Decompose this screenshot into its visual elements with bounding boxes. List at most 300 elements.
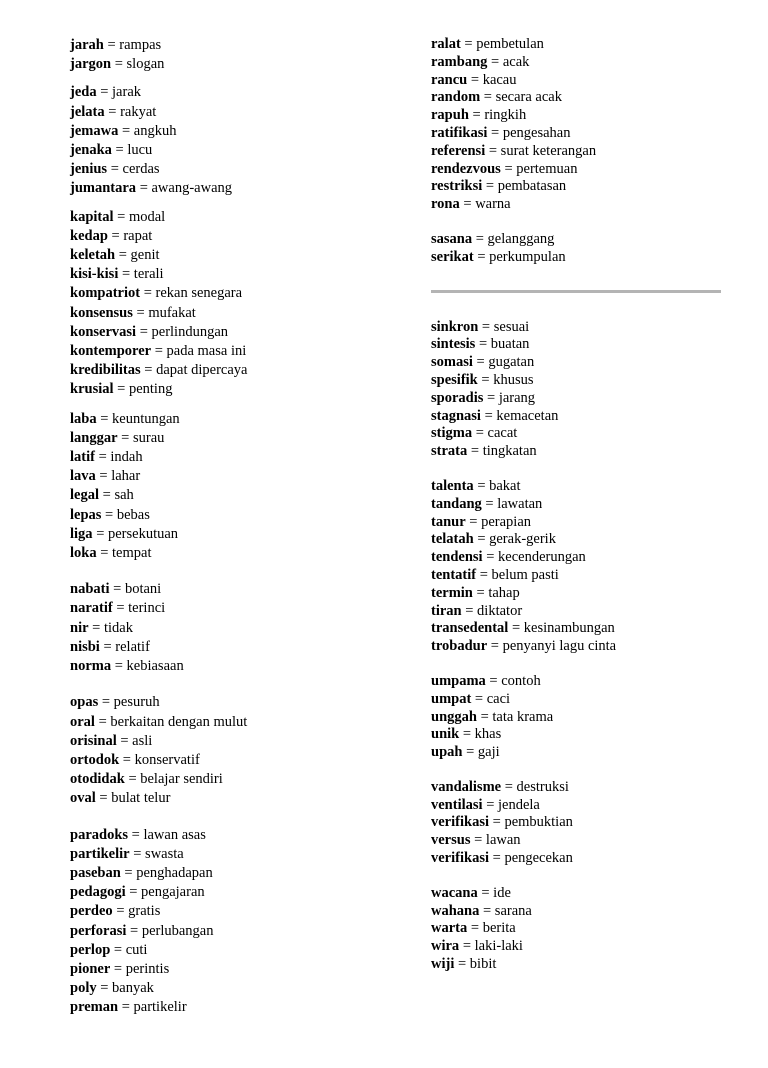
entry-term: tanur [431,513,466,530]
glossary-entry [431,443,731,461]
glossary-entry [70,265,400,284]
entry-separator: = [500,160,517,177]
glossary-entry [431,54,731,72]
entry-term: wahana [431,902,480,919]
entry-term: ralat [431,36,461,52]
entry-term: oval [70,790,96,807]
entry-separator: = [482,549,499,566]
entry-separator: = [472,354,489,371]
entry-separator: = [96,410,113,427]
entry-term: opas [70,694,99,711]
entry-separator: = [473,248,490,265]
entry-meaning: gaji [477,744,500,761]
entry-term: pedagogi [70,884,126,901]
glossary-entry [70,448,400,467]
entry-separator: = [132,304,149,321]
entry-term: orisinal [70,732,117,749]
entry-term: perforasi [70,922,127,939]
entry-term: unik [431,726,460,743]
entry-separator: = [483,389,499,406]
entry-term: spesifik [431,371,478,388]
glossary-entry [70,544,400,563]
entry-term: rona [431,196,460,213]
entry-meaning: secara acak [495,89,562,106]
entry-term: trobadur [431,638,488,655]
glossary-entry [431,89,731,107]
entry-separator: = [136,323,152,340]
entry-term: nisbi [70,638,100,655]
entry-meaning: gugatan [488,354,535,371]
glossary-entry [431,779,731,797]
glossary-entry [70,380,400,399]
entry-meaning: keuntungan [112,410,180,427]
entry-meaning: acak [502,53,530,70]
entry-meaning: relatif [115,638,150,655]
glossary-entry [70,323,400,342]
entry-term: ventilasi [431,796,483,813]
glossary-entry [431,726,731,744]
glossary-entry [431,72,731,90]
entry-term: rapuh [431,107,469,124]
glossary-entry [431,390,731,408]
entry-meaning: perlindungan [151,323,229,340]
glossary-entry [70,304,400,323]
glossary-entry [70,845,400,864]
entry-separator: = [118,122,134,139]
entry-separator: = [472,425,488,442]
entry-meaning: konservatif [134,751,200,768]
glossary-group [70,36,400,74]
glossary-entry [431,603,731,621]
entry-separator: = [481,495,498,512]
entry-meaning: pembetulan [476,36,544,52]
entry-separator: = [477,371,494,388]
entry-separator: = [103,37,120,53]
entry-separator: = [468,107,485,124]
entry-separator: = [459,196,476,213]
entry-term: partikelir [70,845,130,862]
entry-meaning: bulat telur [111,790,171,807]
glossary-entry [431,850,731,868]
entry-separator: = [467,920,483,937]
glossary-entry [70,789,400,808]
entry-separator: = [459,938,475,955]
glossary-entry [70,732,400,751]
entry-meaning: berita [482,920,516,937]
entry-term: kedap [70,227,108,244]
entry-term: paseban [70,864,121,881]
entry-separator: = [96,84,113,101]
entry-separator: = [508,620,524,637]
entry-meaning: penghadapan [136,864,213,881]
entry-term: wacana [431,884,478,901]
entry-meaning: slogan [126,56,165,73]
entry-separator: = [476,708,493,725]
entry-meaning: awang-awang [151,180,233,197]
entry-term: versus [431,832,471,849]
glossary-entry [431,744,731,762]
entry-separator: = [92,525,108,542]
glossary-group [70,83,400,198]
glossary-entry [431,797,731,815]
entry-term: tiran [431,602,462,619]
entry-meaning: tata krama [492,708,554,725]
glossary-entry [431,549,731,567]
entry-separator: = [94,449,111,466]
glossary-entry [431,478,731,496]
glossary-entry [431,638,731,656]
entry-term: lepas [70,506,102,523]
entry-separator: = [479,902,495,919]
glossary-entry [70,83,400,102]
glossary-entry [431,319,731,337]
entry-term: konservasi [70,323,137,340]
entry-meaning: tahap [488,584,520,601]
entry-separator: = [477,884,494,901]
entry-meaning: kebiasaan [126,658,184,675]
entry-term: krusial [70,381,114,398]
entry-term: talenta [431,477,474,494]
entry-meaning: bebas [116,506,150,523]
glossary-group [431,885,731,974]
glossary-entry [431,249,731,267]
entry-term: wira [431,938,460,955]
glossary-entry [70,208,400,227]
entry-meaning: khusus [493,371,534,388]
glossary-group [70,693,400,808]
entry-separator: = [129,845,146,862]
glossary-entry [431,531,731,549]
glossary-entry [431,496,731,514]
glossary-entry [431,107,731,125]
glossary-entry [70,693,400,712]
entry-meaning: pada masa ini [166,343,247,360]
glossary-group [431,36,731,214]
entry-meaning: swasta [145,845,184,862]
entry-term: jargon [70,56,112,73]
entry-meaning: tidak [103,619,133,636]
entry-term: upah [431,744,463,761]
glossary-entry [70,122,400,141]
glossary-group [70,208,400,400]
entry-separator: = [107,161,123,178]
glossary-group [431,231,731,267]
entry-separator: = [487,124,503,141]
entry-meaning: warna [475,196,511,213]
glossary-entry [431,143,731,161]
entry-term: kontemporer [70,343,152,360]
glossary-entry [431,691,731,709]
glossary-entry [431,354,731,372]
glossary-entry [431,514,731,532]
glossary-group [431,673,731,762]
glossary-entry [70,141,400,160]
entry-meaning: cuti [125,941,148,958]
entry-meaning: surat keterangan [500,142,597,159]
entry-separator: = [126,922,142,939]
entry-meaning: ringkih [484,107,527,124]
glossary-entry [70,467,400,486]
entry-term: oral [70,713,95,730]
entry-separator: = [111,658,127,675]
entry-term: sinkron [431,318,479,335]
glossary-entry [70,506,400,525]
entry-term: stigma [431,425,473,442]
glossary-entry [70,638,400,657]
entry-meaning: pembuktian [504,814,573,831]
glossary-entry [431,938,731,956]
glossary-entry [431,903,731,921]
entry-separator: = [472,230,488,247]
glossary-entry [431,196,731,214]
entry-term: rancu [431,71,468,88]
entry-term: loka [70,545,97,562]
entry-meaning: ide [493,884,511,901]
entry-separator: = [465,513,482,530]
entry-term: nir [70,619,89,636]
entry-separator: = [99,487,115,504]
entry-meaning: lawan [485,832,521,849]
entry-meaning: cacat [487,425,518,442]
glossary-entry [70,103,400,122]
entry-separator: = [489,850,505,867]
entry-term: transedental [431,620,509,637]
entry-meaning: gerak-gerik [489,531,556,548]
entry-separator: = [467,443,483,460]
glossary-entry [70,770,400,789]
entry-term: jelata [70,103,105,120]
glossary-entry [70,227,400,246]
entry-term: jenaka [70,142,112,159]
entry-term: restriksi [431,178,483,195]
entry-separator: = [104,103,121,120]
glossary-entry [70,284,400,303]
entry-term: jumantara [70,180,137,197]
entry-separator: = [116,732,133,749]
entry-meaning: terali [133,266,164,283]
entry-separator: = [461,602,478,619]
glossary-entry [431,425,731,443]
entry-meaning: gratis [128,903,161,920]
glossary-entry [431,585,731,603]
entry-separator: = [110,960,126,977]
entry-term: tendensi [431,549,483,566]
entry-separator: = [501,778,517,795]
glossary-entry [70,486,400,505]
glossary-entry [431,36,731,54]
entry-separator: = [480,407,497,424]
entry-separator: = [101,506,117,523]
entry-term: serikat [431,248,474,265]
entry-meaning: perapian [481,513,532,530]
section-divider [431,290,721,293]
entry-meaning: pengajaran [141,884,205,901]
entry-meaning: lawatan [497,495,543,512]
glossary-entry [70,864,400,883]
entry-separator: = [125,884,142,901]
glossary-entry [70,883,400,902]
entry-term: random [431,89,481,106]
glossary-entry [431,408,731,426]
glossary-entry [70,979,400,998]
entry-term: ratifikasi [431,124,488,141]
entry-term: sasana [431,230,473,247]
entry-term: nabati [70,581,110,598]
glossary-entry [431,709,731,727]
entry-meaning: sah [114,487,134,504]
entry-separator: = [95,468,112,485]
entry-separator: = [475,336,491,353]
entry-term: latif [70,449,95,466]
entry-meaning: laki-laki [474,938,523,955]
entry-separator: = [151,343,167,360]
glossary-entry [70,342,400,361]
entry-meaning: tingkatan [482,443,537,460]
entry-term: wiji [431,956,455,973]
entry-term: termin [431,584,473,601]
entry-separator: = [111,56,127,73]
entry-meaning: bibit [469,956,497,973]
glossary-entry [431,372,731,390]
entry-meaning: rampas [119,37,162,53]
entry-term: verifikasi [431,814,489,831]
entry-term: stagnasi [431,407,481,424]
entry-term: umpat [431,690,472,707]
entry-meaning: belum pasti [491,566,559,583]
entry-meaning: rapat [123,227,153,244]
entry-meaning: rekan senegara [155,285,243,302]
entry-term: telatah [431,531,474,548]
entry-meaning: botani [124,581,162,598]
entry-term: norma [70,658,112,675]
entry-term: jarah [70,37,104,53]
entry-meaning: asli [132,732,153,749]
glossary-entry [70,580,400,599]
entry-meaning: penyanyi lagu cinta [502,638,617,655]
entry-separator: = [462,744,478,761]
entry-meaning: perlubangan [141,922,214,939]
entry-term: jenius [70,161,108,178]
entry-term: perdeo [70,903,113,920]
entry-meaning: destruksi [516,778,569,795]
entry-separator: = [470,832,486,849]
glossary-entry [431,673,731,691]
entry-term: sintesis [431,336,476,353]
entry-meaning: pengesahan [502,124,571,141]
entry-separator: = [140,285,156,302]
entry-term: vandalisme [431,778,502,795]
glossary-entry [70,826,400,845]
entry-meaning: khas [474,726,502,743]
entry-separator: = [112,903,129,920]
entry-separator: = [471,690,487,707]
glossary-entry [431,161,731,179]
entry-separator: = [487,638,503,655]
entry-separator: = [113,381,129,398]
entry-term: rendezvous [431,160,501,177]
entry-term: warta [431,920,468,937]
glossary-entry [70,998,400,1017]
glossary-entry [70,410,400,429]
entry-term: unggah [431,708,477,725]
left-glossary-column [70,36,400,1018]
glossary-entry [70,55,400,74]
entry-meaning: kecenderungan [498,549,586,566]
glossary-entry [431,832,731,850]
entry-meaning: bakat [489,477,521,494]
glossary-entry [70,751,400,770]
entry-meaning: jarak [112,84,142,101]
entry-separator: = [482,796,498,813]
entry-term: perlop [70,941,111,958]
entry-separator: = [136,180,152,197]
entry-meaning: gelanggang [487,230,555,247]
entry-meaning: terinci [128,600,166,617]
entry-meaning: pesuruh [113,694,160,711]
entry-meaning: diktator [477,602,523,619]
entry-term: naratif [70,600,113,617]
entry-separator: = [109,581,125,598]
glossary-entry [70,361,400,380]
entry-meaning: penting [128,381,173,398]
glossary-entry [70,713,400,732]
entry-term: konsensus [70,304,133,321]
entry-term: lava [70,468,96,485]
entry-separator: = [482,178,498,195]
entry-separator: = [473,477,490,494]
entry-term: jemawa [70,122,119,139]
entry-term: strata [431,443,468,460]
entry-separator: = [118,266,134,283]
entry-separator: = [112,600,129,617]
entry-term: preman [70,999,119,1016]
glossary-entry [70,525,400,544]
entry-meaning: dapat dipercaya [156,362,248,379]
entry-separator: = [98,694,114,711]
entry-meaning: lawan asas [143,826,206,843]
glossary-entry [70,922,400,941]
glossary-entry [70,599,400,618]
entry-term: umpama [431,672,486,689]
entry-term: poly [70,980,97,997]
glossary-group [70,826,400,1018]
entry-separator: = [472,584,489,601]
entry-term: jeda [70,84,97,101]
entry-separator: = [110,941,126,958]
entry-meaning: buatan [490,336,530,353]
glossary-entry [431,567,731,585]
glossary-entry [70,429,400,448]
right-glossary-column [431,36,731,974]
entry-separator: = [111,142,128,159]
glossary-entry [70,179,400,198]
entry-separator: = [118,999,134,1016]
entry-separator: = [115,247,131,264]
glossary-entry [431,231,731,249]
glossary-entry [70,36,400,55]
entry-meaning: belajar sendiri [140,771,223,788]
entry-separator: = [460,36,477,52]
entry-meaning: jarang [498,389,536,406]
entry-term: legal [70,487,99,504]
entry-meaning: surau [132,429,165,446]
entry-meaning: partikelir [133,999,187,1016]
entry-separator: = [117,429,133,446]
entry-separator: = [113,208,129,225]
entry-meaning: genit [130,247,160,264]
glossary-group [70,410,400,564]
entry-separator: = [88,619,104,636]
